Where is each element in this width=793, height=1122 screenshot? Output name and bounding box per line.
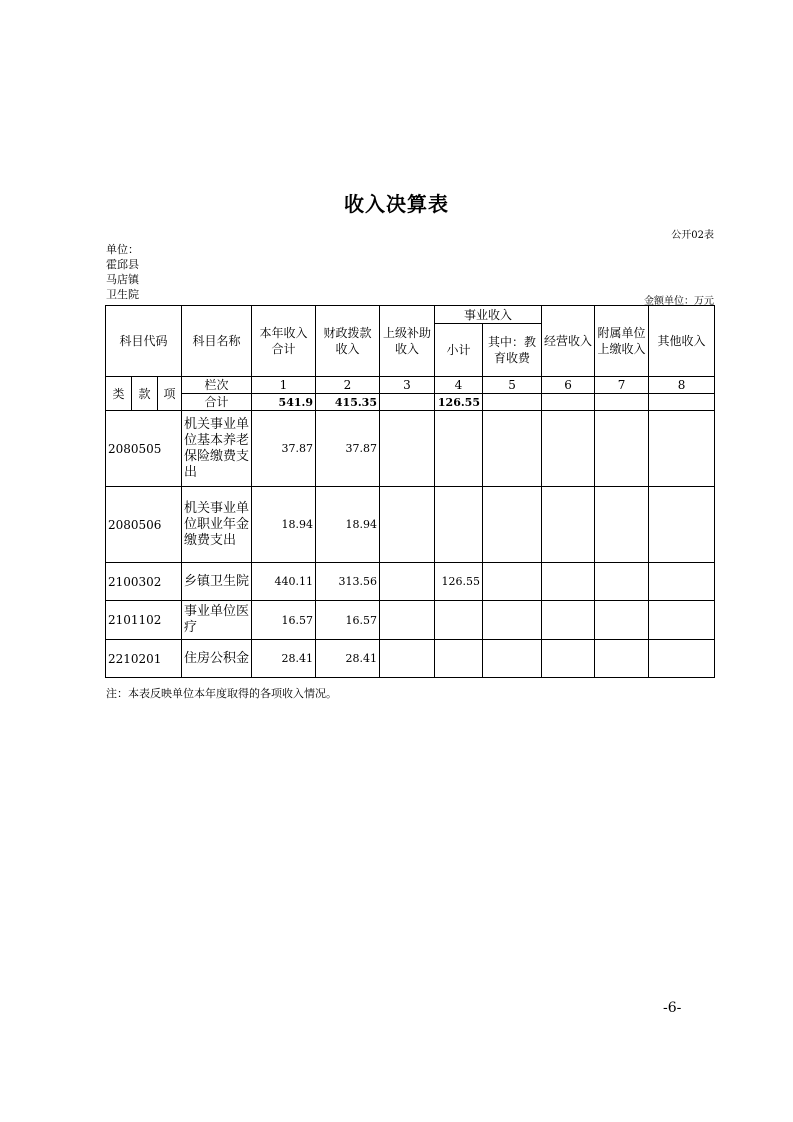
value-cell — [435, 601, 483, 640]
header-subject-code: 科目代码 — [106, 306, 182, 377]
unit-label: 单位： — [106, 243, 139, 256]
column-number-row — [106, 377, 715, 394]
unit-line: 卫生院 — [106, 288, 139, 301]
column-number: 8 — [649, 377, 715, 394]
value-cell — [649, 563, 715, 601]
value-cell — [483, 601, 542, 640]
subject-name: 机关事业单位基本养老保险缴费支出 — [182, 411, 252, 487]
value-cell: 37.87 — [316, 411, 380, 487]
total-cell: 126.55 — [435, 394, 483, 411]
table-row — [106, 640, 715, 678]
value-cell — [542, 640, 595, 678]
subject-name: 机关事业单位职业年金缴费支出 — [182, 487, 252, 563]
value-cell — [542, 601, 595, 640]
column-number: 1 — [252, 377, 316, 394]
header-row — [106, 306, 715, 324]
header-operating: 经营收入 — [542, 306, 595, 377]
subject-code: 2080505 — [106, 411, 182, 487]
value-cell — [649, 487, 715, 563]
value-cell — [483, 563, 542, 601]
table-number: 公开02表 — [671, 230, 714, 241]
value-cell — [595, 563, 649, 601]
value-cell — [542, 487, 595, 563]
value-cell: 16.57 — [316, 601, 380, 640]
total-label: 合计 — [182, 394, 252, 411]
header-column-label: 栏次 — [182, 377, 252, 394]
value-cell — [595, 640, 649, 678]
header-affiliated: 附属单位上缴收入 — [595, 306, 649, 377]
unit-line: 霍邱县 — [106, 258, 139, 271]
column-number: 2 — [316, 377, 380, 394]
value-cell — [595, 601, 649, 640]
header-kuan: 款 — [132, 377, 158, 411]
value-cell — [380, 563, 435, 601]
value-cell — [380, 487, 435, 563]
table-row — [106, 601, 715, 640]
total-cell — [380, 394, 435, 411]
value-cell — [435, 411, 483, 487]
value-cell — [380, 411, 435, 487]
unit-block — [106, 242, 139, 302]
value-cell — [542, 563, 595, 601]
header-subject-name: 科目名称 — [182, 306, 252, 377]
value-cell — [542, 411, 595, 487]
value-cell — [483, 487, 542, 563]
value-cell — [435, 640, 483, 678]
column-number: 3 — [380, 377, 435, 394]
total-cell — [649, 394, 715, 411]
subject-code: 2101102 — [106, 601, 182, 640]
header-education: 其中：教育收费 — [483, 324, 542, 377]
value-cell: 28.41 — [316, 640, 380, 678]
header-business: 事业收入 — [435, 306, 542, 324]
value-cell — [595, 487, 649, 563]
header-other: 其他收入 — [649, 306, 715, 377]
column-number: 6 — [542, 377, 595, 394]
total-cell: 415.35 — [316, 394, 380, 411]
subject-code: 2080506 — [106, 487, 182, 563]
value-cell — [649, 411, 715, 487]
header-total-income: 本年收入合计 — [252, 306, 316, 377]
subject-code: 2100302 — [106, 563, 182, 601]
subject-code: 2210201 — [106, 640, 182, 678]
header-business-subtotal: 小计 — [435, 324, 483, 377]
column-number: 7 — [595, 377, 649, 394]
income-table — [105, 305, 715, 678]
page-number: -6- — [663, 1000, 682, 1016]
value-cell — [380, 640, 435, 678]
header-fiscal: 财政拨款收入 — [316, 306, 380, 377]
total-cell — [542, 394, 595, 411]
value-cell: 28.41 — [252, 640, 316, 678]
column-number: 5 — [483, 377, 542, 394]
table-row — [106, 563, 715, 601]
value-cell — [483, 640, 542, 678]
value-cell — [649, 640, 715, 678]
value-cell: 37.87 — [252, 411, 316, 487]
value-cell: 313.56 — [316, 563, 380, 601]
header-superior: 上级补助收入 — [380, 306, 435, 377]
table-note: 注：本表反映单位本年度取得的各项收入情况。 — [106, 687, 337, 700]
column-number: 4 — [435, 377, 483, 394]
unit-line: 马店镇 — [106, 273, 139, 286]
value-cell — [380, 601, 435, 640]
money-unit: 金额单位：万元 — [644, 296, 714, 307]
value-cell: 126.55 — [435, 563, 483, 601]
total-cell: 541.9 — [252, 394, 316, 411]
total-row — [106, 394, 715, 411]
subject-name: 事业单位医疗 — [182, 601, 252, 640]
total-cell — [483, 394, 542, 411]
header-lei: 类 — [106, 377, 132, 411]
value-cell: 18.94 — [316, 487, 380, 563]
total-cell — [595, 394, 649, 411]
page-title: 收入决算表 — [344, 192, 449, 216]
value-cell — [649, 601, 715, 640]
subject-name: 住房公积金 — [182, 640, 252, 678]
table-row — [106, 411, 715, 487]
value-cell — [595, 411, 649, 487]
subject-name: 乡镇卫生院 — [182, 563, 252, 601]
header-xiang: 项 — [158, 377, 182, 411]
value-cell: 440.11 — [252, 563, 316, 601]
value-cell: 16.57 — [252, 601, 316, 640]
value-cell — [435, 487, 483, 563]
table-row — [106, 487, 715, 563]
value-cell: 18.94 — [252, 487, 316, 563]
value-cell — [483, 411, 542, 487]
